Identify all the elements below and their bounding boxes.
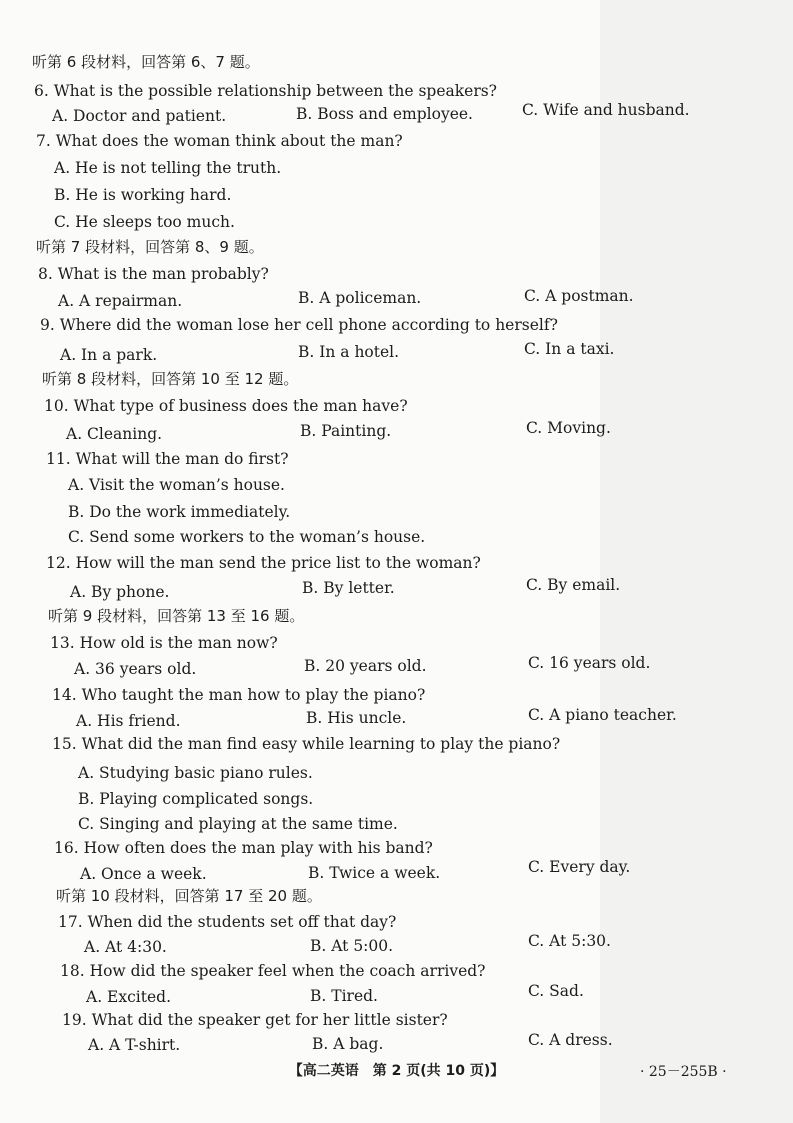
question-stem: 12. How will the man send the price list to the woman?	[46, 554, 481, 572]
option-a: A. 36 years old.	[74, 660, 197, 678]
option-a: A. By phone.	[70, 583, 170, 601]
option-a: A. A T-shirt.	[88, 1036, 181, 1054]
option-c: C. Every day.	[528, 858, 631, 876]
option-c: C. By email.	[526, 576, 621, 594]
page-footer: 【高二英语 第 2 页(共 10 页)】	[288, 1063, 505, 1079]
section-heading: 听第 8 段材料，回答第 10 至 12 题。	[42, 370, 299, 388]
option-c: C. A dress.	[528, 1031, 613, 1049]
option-b: B. Twice a week.	[308, 864, 441, 882]
question-stem: 19. What did the speaker get for her little sister?	[62, 1011, 448, 1029]
question-stem: 13. How old is the man now?	[50, 634, 278, 652]
option-a: A. Cleaning.	[66, 425, 163, 443]
option-c: C. In a taxi.	[524, 340, 615, 358]
option-c: C. 16 years old.	[528, 654, 651, 672]
section-heading: 听第 7 段材料，回答第 8、9 题。	[36, 238, 264, 256]
section-heading: 听第 10 段材料，回答第 17 至 20 题。	[56, 887, 322, 905]
option-b: B. Playing complicated songs.	[78, 790, 314, 808]
question-stem: 8. What is the man probably?	[38, 265, 269, 283]
option-a: A. A repairman.	[58, 292, 183, 310]
section-heading: 听第 6 段材料，回答第 6、7 题。	[32, 53, 260, 71]
option-b: B. A bag.	[312, 1035, 384, 1053]
option-c: C. At 5:30.	[528, 932, 611, 950]
option-b: B. Boss and employee.	[296, 105, 473, 123]
option-c: C. Send some workers to the woman’s house.	[68, 528, 426, 546]
option-b: B. 20 years old.	[304, 657, 427, 675]
option-a: A. His friend.	[76, 712, 181, 730]
option-a: A. Studying basic piano rules.	[78, 764, 313, 782]
option-c: C. Wife and husband.	[522, 101, 690, 119]
option-a: A. Once a week.	[80, 865, 207, 883]
option-b: B. Do the work immediately.	[68, 503, 291, 521]
question-stem: 15. What did the man find easy while learning to play the piano?	[52, 735, 561, 753]
question-stem: 9. Where did the woman lose her cell phone according to herself?	[40, 316, 558, 334]
paper-code: · 25－255B ·	[640, 1064, 727, 1080]
question-stem: 16. How often does the man play with his band?	[54, 839, 433, 857]
option-c: C. Moving.	[526, 419, 611, 437]
option-b: B. His uncle.	[306, 709, 407, 727]
option-c: C. A piano teacher.	[528, 706, 677, 724]
option-b: B. A policeman.	[298, 289, 422, 307]
option-a: A. At 4:30.	[84, 938, 167, 956]
section-heading: 听第 9 段材料，回答第 13 至 16 题。	[48, 607, 305, 625]
question-stem: 14. Who taught the man how to play the piano?	[52, 686, 426, 704]
option-b: B. Tired.	[310, 987, 378, 1005]
scan-bleed-shadow	[600, 0, 793, 1123]
question-stem: 11. What will the man do first?	[46, 450, 289, 468]
option-a: A. He is not telling the truth.	[54, 159, 282, 177]
option-a: A. Doctor and patient.	[52, 107, 227, 125]
option-b: B. By letter.	[302, 579, 395, 597]
question-stem: 18. How did the speaker feel when the coach arrived?	[60, 962, 486, 980]
option-b: B. In a hotel.	[298, 343, 400, 361]
option-c: C. Singing and playing at the same time.	[78, 815, 398, 833]
option-b: B. Painting.	[300, 422, 392, 440]
option-a: A. Excited.	[86, 988, 171, 1006]
option-b: B. At 5:00.	[310, 937, 394, 955]
question-stem: 7. What does the woman think about the man?	[36, 132, 403, 150]
question-stem: 6. What is the possible relationship between the speakers?	[34, 82, 497, 100]
option-c: C. A postman.	[524, 287, 634, 305]
question-stem: 17. When did the students set off that day?	[58, 913, 397, 931]
option-a: A. Visit the woman’s house.	[68, 476, 285, 494]
option-c: C. Sad.	[528, 982, 584, 1000]
question-stem: 10. What type of business does the man have?	[44, 397, 408, 415]
option-a: A. In a park.	[60, 346, 158, 364]
option-b: B. He is working hard.	[54, 186, 232, 204]
option-c: C. He sleeps too much.	[54, 213, 235, 231]
